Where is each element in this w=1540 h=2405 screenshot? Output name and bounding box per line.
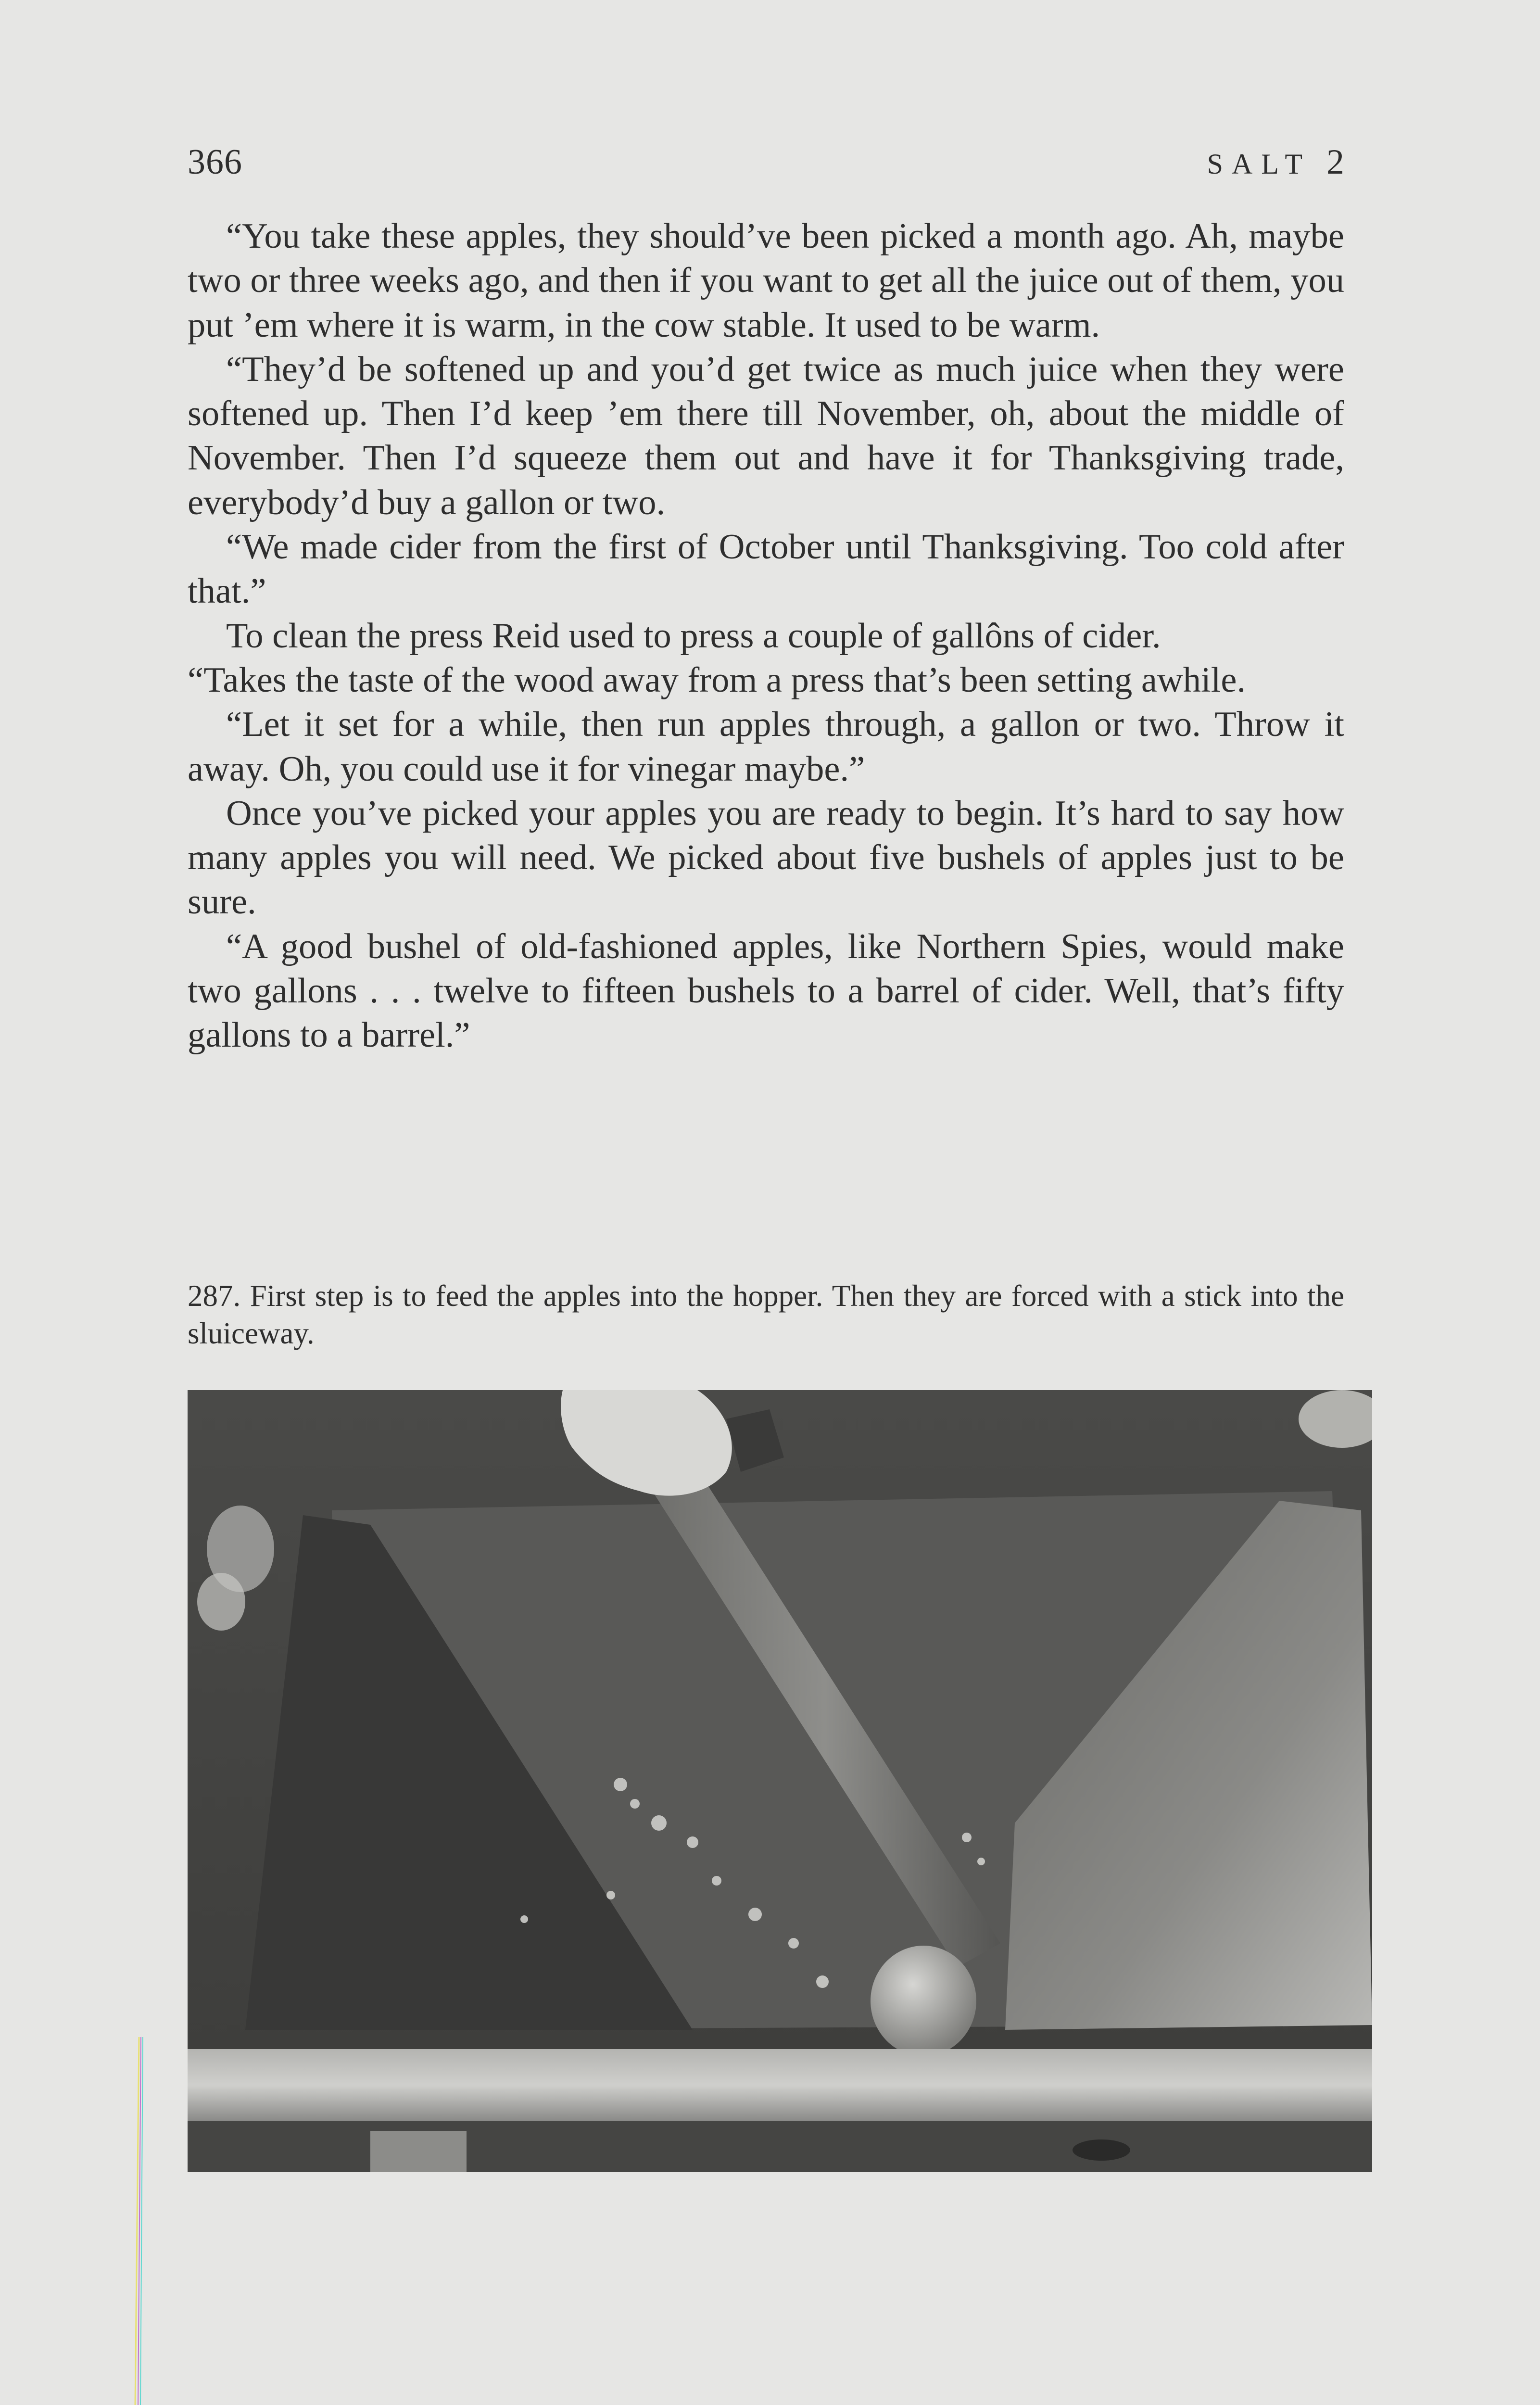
apple bbox=[871, 1946, 976, 2056]
running-head-volume: 2 bbox=[1326, 142, 1344, 182]
photo-illustration bbox=[188, 1390, 1372, 2172]
scan-artifact-line bbox=[133, 2037, 144, 2405]
cider-press-hopper-photo bbox=[188, 1390, 1372, 2172]
running-head-title: SALT bbox=[1207, 148, 1311, 180]
paragraph: To clean the press Reid used to press a couple of gallôns of cider. bbox=[226, 616, 1161, 656]
paragraph: “Takes the taste of the wood away from a press that’s been setting awhile. bbox=[188, 660, 1246, 700]
running-head bbox=[1207, 144, 1344, 180]
front-rail bbox=[188, 2049, 1372, 2121]
paragraph: “Let it set for a while, then run apples through, a gallon or two. Throw it away. Oh, you could use it for vinegar maybe.” bbox=[188, 705, 1344, 789]
paragraph: “We made cider from the first of October until Thanksgiving. Too cold after that.” bbox=[188, 527, 1344, 611]
paragraph: “A good bushel of old-fashioned apples, like Northern Spies, would make two gallons . . . twelve to fifteen bushels to a barrel of cider. Well, that’s fifty gallons to a barrel.” bbox=[188, 926, 1344, 1055]
figure-caption: 287. First step is to feed the apples into the hopper. Then they are forced with a stick into the sluiceway. bbox=[188, 1279, 1344, 1350]
paragraph: Once you’ve picked your apples you are ready to begin. It’s hard to say how many apples you will need. We picked about five bushels of apples just to be sure. bbox=[188, 793, 1344, 922]
page-number: 366 bbox=[188, 142, 242, 182]
page-header bbox=[188, 144, 1344, 180]
paragraph: “They’d be softened up and you’d get twice as much juice when they were softened up. Then I’d keep ’em there till November, oh, about the middle of November. Then I’d squeeze them out and have it for Thanksgiving trade, everybody’d buy a gallon or two. bbox=[188, 349, 1344, 522]
body-text bbox=[188, 214, 1344, 1058]
paragraph: “You take these apples, they should’ve been picked a month ago. Ah, maybe two or three weeks ago, and then if you want to get all the juice out of them, you put ’em where it is warm, in the cow stable. It used to be warm. bbox=[188, 216, 1344, 345]
